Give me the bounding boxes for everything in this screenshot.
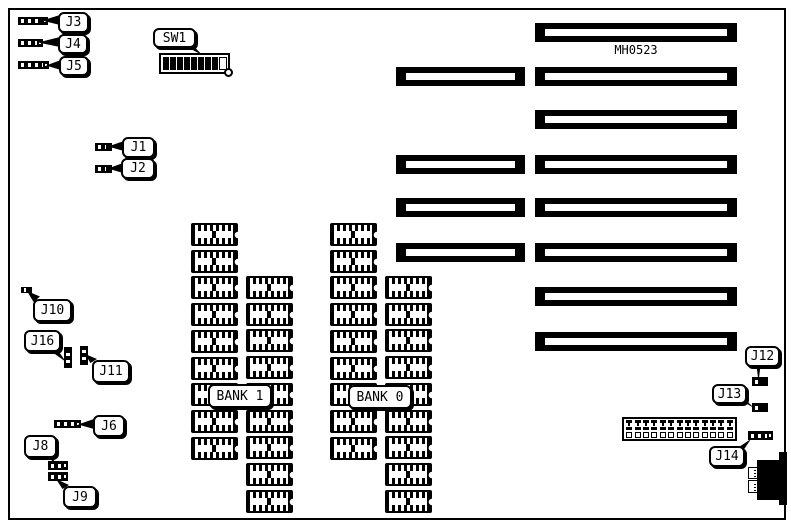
jumper-j14	[748, 431, 773, 440]
dip-socket	[246, 276, 293, 299]
jumper-j2	[95, 165, 112, 173]
terminal-cell	[642, 419, 650, 439]
dip-socket	[330, 410, 377, 433]
dip-socket	[330, 276, 377, 299]
expansion-slot-long	[535, 155, 737, 174]
sw1-segment	[177, 57, 183, 70]
dip-socket	[385, 356, 432, 379]
dip-socket	[191, 410, 238, 433]
terminal-cell	[717, 419, 725, 439]
bank0-label: BANK 0	[348, 385, 412, 409]
dip-socket	[385, 329, 432, 352]
sw1-segment	[191, 57, 197, 70]
dip-socket	[191, 330, 238, 353]
dip-socket	[330, 330, 377, 353]
keyboard-connector-edge	[779, 452, 787, 505]
terminal-cell	[709, 419, 717, 439]
dip-socket	[330, 250, 377, 273]
expansion-slot-short	[396, 155, 525, 174]
bank1-label: BANK 1	[208, 384, 272, 408]
dip-socket	[191, 250, 238, 273]
callout-j12: J12	[745, 346, 780, 367]
callout-j11: J11	[92, 360, 130, 383]
expansion-slot-short	[396, 67, 525, 86]
dip-socket	[191, 437, 238, 460]
dip-socket	[385, 463, 432, 486]
jumper-j16	[64, 347, 72, 368]
callout-j2: J2	[121, 158, 155, 179]
callout-j1: J1	[122, 137, 155, 158]
kb-pin-header	[748, 480, 758, 493]
callout-j13: J13	[712, 384, 747, 404]
jumper-j8	[48, 461, 68, 470]
jumper-j9	[48, 472, 68, 481]
terminal-cell	[633, 419, 641, 439]
jumper-j13	[752, 403, 768, 412]
dip-socket	[385, 490, 432, 513]
dip-socket	[385, 436, 432, 459]
dip-socket	[191, 276, 238, 299]
jumper-j3	[18, 17, 48, 25]
callout-sw1: SW1	[153, 28, 196, 48]
dip-socket	[385, 276, 432, 299]
dip-socket	[246, 356, 293, 379]
terminal-cell	[692, 419, 700, 439]
kb-pin-header	[748, 467, 758, 479]
expansion-slot-long	[535, 287, 737, 306]
dip-socket	[385, 410, 432, 433]
jumper-j4	[18, 39, 43, 47]
sw1-segment	[212, 57, 218, 70]
dip-socket	[246, 410, 293, 433]
jumper-j12	[752, 377, 768, 386]
expansion-slot-short	[396, 198, 525, 217]
callout-j14: J14	[709, 446, 745, 467]
terminal-cell	[701, 419, 709, 439]
callout-j9: J9	[63, 486, 97, 508]
callout-j5: J5	[59, 56, 89, 76]
sw1-segment	[170, 57, 176, 70]
sw1-dip-switch	[159, 53, 230, 74]
expansion-slot-long	[535, 23, 737, 42]
terminal-strip	[622, 417, 737, 441]
jumper-j6	[54, 420, 81, 428]
dip-socket	[385, 303, 432, 326]
dip-socket	[246, 436, 293, 459]
dip-socket	[246, 490, 293, 513]
dip-socket	[330, 303, 377, 326]
terminal-cell	[726, 419, 734, 439]
terminal-cell	[650, 419, 658, 439]
expansion-slot-long	[535, 110, 737, 129]
dip-socket	[330, 437, 377, 460]
callout-j3: J3	[58, 12, 89, 33]
jumper-j5	[18, 61, 49, 69]
callout-j6: J6	[93, 415, 125, 437]
jumper-j1	[95, 143, 112, 151]
expansion-slot-long	[535, 243, 737, 262]
expansion-slot-long	[535, 332, 737, 351]
sw1-segment	[184, 57, 190, 70]
sw1-segment	[205, 57, 211, 70]
expansion-slot-long	[535, 198, 737, 217]
sw1-segment	[198, 57, 204, 70]
dip-socket	[246, 463, 293, 486]
sw1-knob	[224, 68, 233, 77]
expansion-slot-long	[535, 67, 737, 86]
dip-socket	[330, 357, 377, 380]
dip-socket	[191, 303, 238, 326]
dip-socket	[191, 357, 238, 380]
terminal-cell	[625, 419, 633, 439]
dip-socket	[246, 303, 293, 326]
sw1-segment	[163, 57, 169, 70]
dip-socket	[246, 329, 293, 352]
terminal-cell	[659, 419, 667, 439]
keyboard-connector	[757, 460, 781, 500]
terminal-cell	[675, 419, 683, 439]
callout-j16: J16	[24, 330, 61, 352]
model-label: MH0523	[614, 43, 658, 57]
dip-socket	[330, 223, 377, 246]
callout-j8: J8	[24, 435, 57, 458]
terminal-cell	[684, 419, 692, 439]
expansion-slot-short	[396, 243, 525, 262]
callout-j10: J10	[33, 299, 72, 322]
callout-j4: J4	[58, 34, 88, 54]
jumper-j10	[21, 287, 32, 293]
dip-socket	[191, 223, 238, 246]
terminal-cell	[667, 419, 675, 439]
